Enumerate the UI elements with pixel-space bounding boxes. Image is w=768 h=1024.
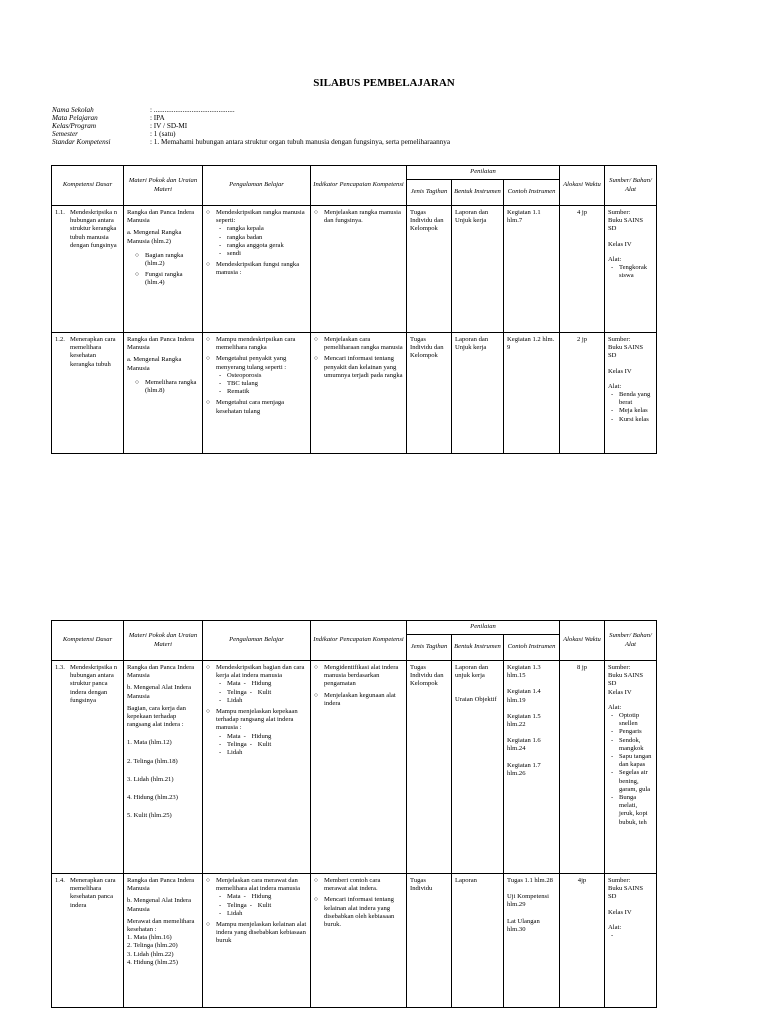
meta-label: Semester [52, 129, 78, 138]
pengalaman-item [206, 708, 307, 757]
sumber-line: Alat: [608, 703, 622, 711]
pengalaman-pair-row [216, 749, 307, 757]
bentuk-cell [452, 661, 504, 874]
pengalaman-item [206, 261, 307, 277]
sumber-list-item: - Tengkorak siswa [619, 264, 653, 280]
contoh-cell [504, 874, 560, 1008]
kompetensi-item [55, 664, 120, 705]
sumber-line [608, 902, 653, 909]
header-sumber: Sumber/ Bahan/ Alat [605, 166, 657, 206]
table-row [52, 661, 657, 874]
pengalaman-cell [203, 333, 311, 454]
pengalaman-pair [216, 733, 241, 741]
pengalaman-list-item: - Mata [227, 680, 241, 688]
meta-row [52, 123, 450, 131]
kompetensi-text: Mendeskripsika n hubungan antara struktur panca indera dengan fungsinya [70, 664, 118, 704]
circle-icon: ○ [206, 708, 210, 716]
bentuk-text: Laporan [455, 877, 477, 884]
contoh-item: Kegiatan 1.4 hlm.19 [507, 688, 541, 704]
kompetensi-text: Menerapkan cara memelihara kesehatan kerangka tubuh [70, 336, 116, 368]
sumber-line: Sumber: [608, 664, 631, 671]
pengalaman-list-item: - Mata [227, 893, 241, 901]
circle-icon: ○ [206, 877, 210, 884]
table-row [52, 333, 657, 454]
pengalaman-body [216, 355, 307, 396]
pengalaman-list-item: - Hidung [252, 680, 272, 688]
header-contoh: Contoh Instrumen [504, 180, 560, 206]
bullet-item [314, 336, 403, 352]
materi-numbered-item: 5. Kulit (hlm.25) [127, 812, 172, 820]
pengalaman-text: Mendeskripsikan fungsi rangka manusia : [216, 261, 300, 277]
materi-cell [124, 661, 203, 874]
pengalaman-pair-row [216, 910, 307, 918]
pengalaman-text: Mampu menjelaskan kepekaan terhadap rangsang alat indera manusia : [216, 708, 298, 732]
pengalaman-item [206, 921, 307, 946]
header-row [52, 621, 657, 635]
kompetensi-cell [52, 874, 124, 1008]
pengalaman-list-item: - Rematik [227, 388, 307, 396]
alokasi-cell: 4 jp [560, 206, 605, 333]
pengalaman-text: Mendeskripsikan bagian dan cara kerja alat indera manusia [216, 664, 305, 680]
indikator-cell [311, 661, 407, 874]
sumber-line: Sumber: [608, 209, 631, 216]
header-penilaian: Penilaian [407, 166, 560, 180]
materi-sub: a. Mengenal Rangka Manusia (hlm.2) [127, 229, 182, 245]
circle-icon: ○ [206, 355, 210, 363]
sumber-line [608, 249, 653, 256]
pengalaman-list-item: - sendi [227, 250, 307, 258]
circle-icon: ○ [135, 251, 139, 259]
sumber-cell [605, 206, 657, 333]
sumber-cell [605, 661, 657, 874]
materi-sub: b. Mengenal Alat Indera Manusia [127, 684, 192, 700]
contoh-item: Uji Kompetensi hlm.29 [507, 893, 549, 909]
header-penilaian: Penilaian [407, 621, 560, 635]
pengalaman-pair [247, 689, 272, 697]
bullet-text: Menjelaskan cara pemeliharaan rangka manusia [324, 336, 403, 352]
circle-icon: ○ [135, 271, 139, 279]
bullet-text: Bagian rangka (hlm.2) [145, 251, 184, 268]
circle-icon: ○ [314, 691, 318, 699]
sumber-list-item: - Benda yang berat [619, 391, 653, 407]
header-kompetensi: Kompetensi Dasar [52, 621, 124, 661]
meta-label: Mata Pelajaran [52, 113, 98, 122]
pengalaman-body [216, 921, 307, 946]
kompetensi-number: 1.4. [55, 877, 65, 884]
pengalaman-body [216, 336, 307, 352]
meta-row [52, 115, 450, 123]
bullet-item [314, 664, 403, 689]
pengalaman-list-item: - Kulit [258, 741, 272, 749]
pengalaman-pair [241, 733, 272, 741]
pengalaman-list-item: - rangka kepala [227, 225, 307, 233]
header-bentuk: Bentuk Instrumen [452, 635, 504, 661]
sumber-line: Buku SAINS SD [608, 344, 643, 360]
materi-intro: Rangka dan Panca Indera Manusia [127, 336, 195, 352]
sumber-line: Sumber: [608, 877, 631, 884]
pengalaman-list-item: - rangka anggota gerak [227, 242, 307, 250]
bullet-text: Memelihara rangka (hlm.8) [145, 378, 197, 395]
pengalaman-list-item: - Lidah [227, 910, 242, 918]
pengalaman-body [216, 399, 307, 415]
pengalaman-text: Mendeskripsikan rangka manusia seperti: [216, 209, 305, 225]
pengalaman-text: Mengetahui cara menjaga kesehatan tulang [216, 399, 285, 415]
sumber-line: Buku SAINS SD [608, 885, 643, 901]
indikator-list [314, 877, 403, 929]
materi-points [127, 379, 199, 395]
alokasi-cell: 4jp [560, 874, 605, 1008]
circle-icon: ○ [206, 399, 210, 407]
sumber-line [608, 917, 653, 924]
pengalaman-pair [216, 893, 241, 901]
pengalaman-pair [216, 741, 247, 749]
document-meta [52, 107, 450, 147]
pengalaman-item [206, 336, 307, 352]
materi-numbered-item: 4. Hidung (hlm.25) [127, 958, 178, 966]
table-row [52, 874, 657, 1008]
contoh-item: Kegiatan 1.7 hlm.26 [507, 761, 541, 777]
bullet-item [314, 896, 403, 929]
sumber-line: Alat: [608, 923, 622, 931]
header-materi: Materi Pokok dan Uraian Materi [124, 621, 203, 661]
pengalaman-pair-row [216, 689, 307, 697]
header-materi: Materi Pokok dan Uraian Materi [124, 166, 203, 206]
circle-icon: ○ [314, 664, 318, 671]
contoh-item: Tugas 1.1 hlm.28 [507, 877, 553, 884]
circle-icon: ○ [206, 664, 210, 671]
materi-numbered-item: 2. Telinga (hlm.18) [127, 757, 178, 765]
meta-row [52, 139, 450, 147]
materi-points [127, 252, 199, 288]
materi-numbered-item: 4. Hidung (hlm.23) [127, 794, 178, 802]
pengalaman-list-item: - TBC tulang [227, 380, 307, 388]
pengalaman-body [216, 209, 307, 258]
sumber-line [608, 361, 653, 368]
header-alokasi: Alokasi Waktu [560, 166, 605, 206]
pengalaman-list-item: - Telinga [227, 902, 247, 910]
pengalaman-list [216, 225, 307, 258]
header-pengalaman: Pengalaman Belajar [203, 166, 311, 206]
alokasi-cell: 8 jp [560, 661, 605, 874]
sumber-list [608, 391, 653, 424]
materi-note: Bagian, cara kerja dan kepekaan terhadap rangsang alat indera : [127, 704, 186, 729]
sumber-line [608, 376, 653, 383]
sumber-list-item: - Segelas air bening, garam, gula [619, 769, 653, 794]
circle-icon: ○ [314, 896, 318, 904]
page-title: SILABUS PEMBELAJARAN [313, 77, 455, 89]
meta-value: : IV / SD-MI [150, 121, 188, 130]
syllabus-table-2 [51, 620, 657, 1008]
pengalaman-list-item: - Osteoporosis [227, 372, 307, 380]
sumber-line [608, 234, 653, 241]
pengalaman-list-item: - Telinga [227, 689, 247, 697]
header-sumber: Sumber/ Bahan/ Alat [605, 621, 657, 661]
sumber-line [608, 697, 653, 704]
jenis-cell: Tugas Individu dan Kelompok [407, 661, 452, 874]
kompetensi-number: 1.2. [55, 336, 65, 343]
bullet-text: Mengidentifikasi alat indera manusia berdasarkan pengamatan [324, 664, 399, 688]
header-indikator: Indikator Pencapaian Kompetensi [311, 166, 407, 206]
pengalaman-pair [247, 741, 272, 749]
meta-row [52, 107, 450, 115]
pengalaman-item [206, 399, 307, 415]
sumber-list [608, 712, 653, 827]
pengalaman-pair [242, 697, 253, 705]
bullet-text: Mencari informasi tentang penyakit dan kelainan yang umumnya terjadi pada rangka [324, 355, 403, 379]
pengalaman-body [216, 261, 307, 277]
meta-label: Kelas/Program [52, 121, 97, 130]
pengalaman-pair-row [216, 697, 307, 705]
sumber-list-item: - Optotip snellen [619, 712, 653, 728]
sumber-line: Kelas IV [608, 240, 632, 248]
pengalaman-item [206, 209, 307, 258]
header-bentuk: Bentuk Instrumen [452, 180, 504, 206]
contoh-cell [504, 333, 560, 454]
pengalaman-pair [242, 749, 253, 757]
meta-value: : IPA [150, 113, 165, 122]
pengalaman-cell [203, 874, 311, 1008]
header-alokasi: Alokasi Waktu [560, 621, 605, 661]
indikator-cell [311, 874, 407, 1008]
kompetensi-number: 1.3. [55, 664, 65, 671]
pengalaman-list-item: - Telinga [227, 741, 247, 749]
header-kompetensi: Kompetensi Dasar [52, 166, 124, 206]
materi-sub: b. Mengenal Alat Indera Manusia [127, 897, 192, 913]
alokasi-cell: 2 jp [560, 333, 605, 454]
contoh-item: Lat Ulangan hlm.30 [507, 917, 540, 933]
pengalaman-pair-row [216, 680, 307, 688]
materi-intro: Rangka dan Panca Indera Manusia [127, 209, 195, 225]
kompetensi-text: Menerapkan cara memelihara kesehatan panca indera [70, 877, 116, 909]
bullet-item [314, 355, 403, 380]
sumber-line: Kelas IV [608, 688, 632, 696]
table-row [52, 206, 657, 333]
kompetensi-cell [52, 333, 124, 454]
kompetensi-cell [52, 206, 124, 333]
kompetensi-text: Mendeskripsika n hubungan antara struktur kerangka tubuh manusia dengan fungsinya [70, 209, 118, 249]
materi-cell [124, 206, 203, 333]
circle-icon: ○ [206, 921, 210, 929]
bentuk-cell [452, 333, 504, 454]
materi-sub: a. Mengenal Rangka Manusia [127, 356, 182, 372]
header-jenis: Jenis Tagihan [407, 180, 452, 206]
sumber-list-item: - Bunga melati, jeruk, kopi bubuk, teh [619, 794, 653, 827]
circle-icon: ○ [314, 209, 318, 216]
materi-note: Merawat dan memelihara kesehatan : [127, 917, 195, 934]
bullet-text: Mencari informasi tentang kelainan alat indera yang disebabkan oleh kebiasaan buruk. [324, 896, 395, 929]
sumber-list-item: - Pengaris [619, 728, 653, 736]
pengalaman-item [206, 877, 307, 918]
pengalaman-pair-row [216, 893, 307, 901]
circle-icon: ○ [135, 378, 139, 386]
materi-numbered-item: 3. Lidah (hlm.22) [127, 950, 174, 958]
pengalaman-text: Menjelaskan cara merawat dan memelihara alat indera manusia [216, 877, 301, 893]
materi-numbered-item: 3. Lidah (hlm.21) [127, 775, 174, 783]
pengalaman-list-item: - Hidung [252, 893, 272, 901]
meta-label: Nama Sekolah [52, 106, 94, 114]
sumber-line: Alat: [608, 382, 622, 390]
bullet-item [135, 252, 199, 268]
jenis-cell: Tugas Individu dan Kelompok [407, 206, 452, 333]
materi-intro: Rangka dan Panca Indera Manusia [127, 664, 195, 680]
meta-value: : 1. Memahami hubungan antara struktur organ tubuh manusia dengan fungsinya, serta pemeliharaannya [150, 137, 451, 146]
materi-cell [124, 333, 203, 454]
contoh-item: Kegiatan 1.2 hlm. 9 [507, 336, 555, 352]
sumber-line: Sumber: [608, 336, 631, 343]
jenis-cell: Tugas Individu [407, 874, 452, 1008]
pengalaman-pair [241, 893, 272, 901]
bentuk-text: Laporan dan Unjuk kerja [455, 209, 489, 225]
materi-cell [124, 874, 203, 1008]
pengalaman-pair [216, 697, 242, 705]
sumber-cell [605, 874, 657, 1008]
sumber-list-item: - Kursi kelas [619, 416, 653, 424]
bullet-text: Fungsi rangka (hlm.4) [145, 271, 183, 287]
kompetensi-cell [52, 661, 124, 874]
contoh-item: Kegiatan 1.6 hlm.24 [507, 737, 541, 753]
pengalaman-pair [216, 749, 242, 757]
materi-numbered-item: 2. Telinga (hlm.20) [127, 942, 178, 950]
header-indikator: Indikator Pencapaian Kompetensi [311, 621, 407, 661]
circle-icon: ○ [206, 209, 210, 216]
bullet-item [314, 692, 403, 708]
sumber-line: Buku SAINS SD [608, 672, 643, 688]
pengalaman-body [216, 664, 307, 705]
pengalaman-cell [203, 661, 311, 874]
contoh-item: Kegiatan 1.1 hlm.7 [507, 209, 541, 225]
kompetensi-item [55, 336, 120, 369]
header-row [52, 166, 657, 180]
pengalaman-list-item: - Hidung [252, 733, 272, 741]
sumber-line: Alat: [608, 255, 622, 263]
pengalaman-list-item: - rangka badan [227, 234, 307, 242]
pengalaman-pair [216, 902, 247, 910]
pengalaman-text: Mampu mendeskripsikan cara memelihara rangka [216, 336, 296, 352]
pengalaman-text: Mampu menjelaskan kelainan alat indera yang disebabkan kebiasaan buruk [216, 921, 307, 945]
bullet-item [314, 209, 403, 225]
header-jenis: Jenis Tagihan [407, 635, 452, 661]
sumber-line: Kelas IV [608, 908, 632, 916]
bullet-text: Menjelaskan kegunaan alat indera [324, 691, 396, 707]
sumber-cell [605, 333, 657, 454]
pengalaman-pair [216, 680, 241, 688]
bentuk-text: Laporan dan Unjuk kerja [455, 336, 489, 352]
circle-icon: ○ [314, 336, 318, 343]
pengalaman-pair [247, 902, 272, 910]
indikator-list [314, 664, 403, 708]
circle-icon: ○ [314, 877, 318, 884]
indikator-list [314, 209, 403, 225]
bullet-text: Menjelaskan rangka manusia dan fungsinya. [324, 209, 401, 225]
sumber-list-item: - Sendok, mangkok [619, 737, 653, 753]
bullet-item [135, 271, 199, 287]
pengalaman-pair [216, 689, 247, 697]
kompetensi-item [55, 877, 120, 910]
pengalaman-list-item: - Lidah [227, 749, 242, 757]
indikator-cell [311, 333, 407, 454]
pengalaman-item [206, 355, 307, 396]
kompetensi-item [55, 209, 120, 250]
meta-label: Standar Kompetensi [52, 137, 111, 146]
meta-value: : ............................................. [150, 106, 235, 114]
contoh-cell [504, 661, 560, 874]
sumber-list-item: - Sapu tangan dan kapas [619, 753, 653, 769]
pengalaman-body [216, 708, 307, 757]
jenis-cell: Tugas Individu dan Kelompok [407, 333, 452, 454]
pengalaman-list-item: - Kulit [258, 689, 272, 697]
circle-icon: ○ [206, 261, 210, 269]
pengalaman-list-item: - Kulit [258, 902, 272, 910]
bentuk-cell [452, 206, 504, 333]
sumber-line: Buku SAINS SD [608, 217, 643, 233]
bullet-text: Memberi contoh cara merawat alat indera. [324, 877, 381, 893]
sumber-line: Kelas IV [608, 367, 632, 375]
pengalaman-pair [216, 910, 242, 918]
pengalaman-list-item: - Lidah [227, 697, 242, 705]
contoh-item: Kegiatan 1.3 hlm.15 [507, 664, 541, 680]
pengalaman-pair-row [216, 733, 307, 741]
pengalaman-pair [242, 910, 253, 918]
sumber-list [608, 264, 653, 280]
pengalaman-pair [241, 680, 272, 688]
pengalaman-item [206, 664, 307, 705]
header-pengalaman: Pengalaman Belajar [203, 621, 311, 661]
pengalaman-list-item: - Mata [227, 733, 241, 741]
materi-numbered-item: 1. Mata (hlm.16) [127, 934, 172, 942]
circle-icon: ○ [206, 336, 210, 343]
bentuk-text: Laporan dan unjuk kerja [455, 664, 489, 680]
indikator-cell [311, 206, 407, 333]
pengalaman-cell [203, 206, 311, 333]
bullet-item [314, 877, 403, 893]
bentuk-cell [452, 874, 504, 1008]
materi-numbered-item: 1. Mata (hlm.12) [127, 739, 172, 747]
bullet-item [135, 379, 199, 395]
pengalaman-body [216, 877, 307, 918]
indikator-list [314, 336, 403, 380]
bentuk-text: Uraian Objektif [455, 696, 497, 704]
kompetensi-number: 1.1. [55, 209, 65, 216]
syllabus-table-1 [51, 165, 657, 454]
pengalaman-pair-row [216, 902, 307, 910]
circle-icon: ○ [314, 355, 318, 363]
pengalaman-list [216, 372, 307, 397]
contoh-cell [504, 206, 560, 333]
sumber-list-item: - Meja kelas [619, 407, 653, 415]
meta-value: : 1 (satu) [150, 129, 176, 138]
pengalaman-text: Mengetahui penyakit yang menyerang tulang seperti : [216, 355, 287, 371]
contoh-item: Kegiatan 1.5 hlm.22 [507, 712, 541, 729]
materi-intro: Rangka dan Panca Indera Manusia [127, 877, 195, 893]
pengalaman-pair-row [216, 741, 307, 749]
header-contoh: Contoh Instrumen [504, 635, 560, 661]
